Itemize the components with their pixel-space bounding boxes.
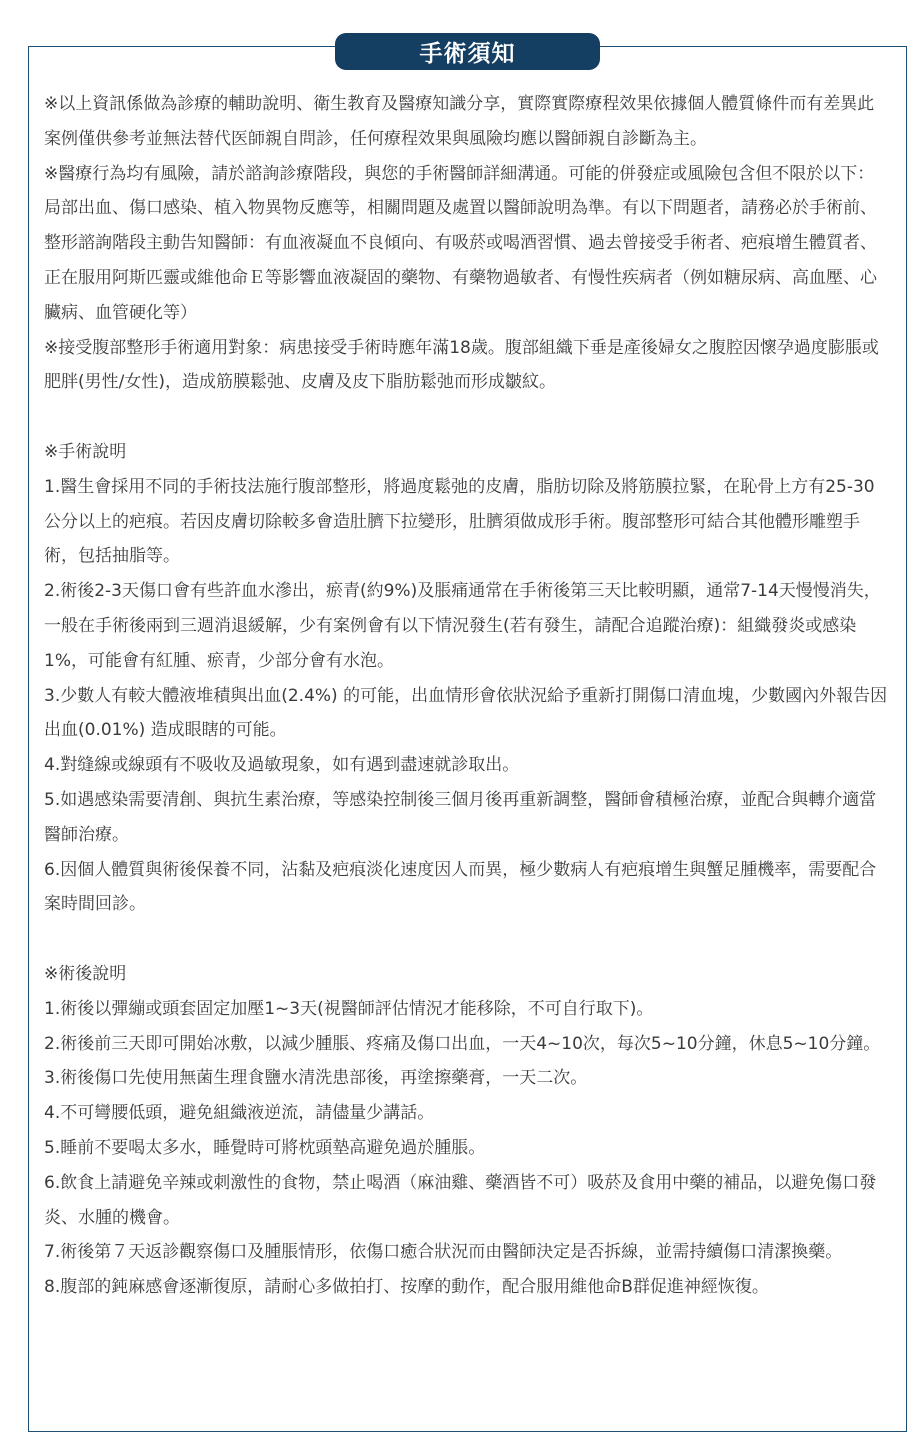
postop-item: 8.腹部的鈍麻感會逐漸復原，請耐心多做拍打、按摩的動作，配合服用維他命B群促進神經恢復。 — [44, 1277, 769, 1298]
notice-content — [44, 87, 890, 1305]
intro-paragraph: ※接受腹部整形手術適用對象：病患接受手術時應年滿18歲。腹部組織下垂是產後婦女之腹腔因懷孕過度膨脹或肥胖(男性/女性)，造成筋膜鬆弛、皮膚及皮下脂肪鬆弛而形成皺紋。 — [44, 337, 879, 393]
postop-item: 2.術後前三天即可開始冰敷，以減少腫脹、疼痛及傷口出血，一天4~10次，每次5~10分鐘，休息5~10分鐘。 — [44, 1033, 881, 1054]
surgery-item: 3.少數人有較大體液堆積與出血(2.4%) 的可能，出血情形會依狀況給予重新打開傷口清血塊，少數國內外報告因出血(0.01%) 造成眼瞎的可能。 — [44, 685, 888, 741]
surgery-item: 6.因個人體質與術後保養不同，沾黏及疤痕淡化速度因人而異，極少數病人有疤痕增生與蟹足腫機率，需要配合案時間回診。 — [44, 859, 877, 915]
surgery-heading: ※手術說明 — [44, 441, 127, 462]
postop-item: 5.睡前不要喝太多水，睡覺時可將枕頭墊高避免過於腫脹。 — [44, 1137, 486, 1158]
surgery-item: 2.術後2-3天傷口會有些許血水滲出，瘀青(約9%)及脹痛通常在手術後第三天比較明顯，通常7-14天慢慢消失，一般在手術後兩到三週消退緩解，少有案例會有以下情況發生(若有發生，請配合追蹤治療)：組織發炎或感染1%，可能會有紅腫、瘀青，少部分會有水泡。 — [44, 581, 881, 671]
section-gap — [44, 400, 890, 435]
postop-item: 1.術後以彈繃或頭套固定加壓1~3天(視醫師評估情況才能移除，不可自行取下)。 — [44, 998, 654, 1019]
section-gap — [44, 922, 890, 957]
postop-item: 6.飲食上請避免辛辣或刺激性的食物，禁止喝酒（麻油雞、藥酒皆不可）吸菸及食用中藥的補品，以避免傷口發炎、水腫的機會。 — [44, 1172, 877, 1228]
surgery-item: 5.如遇感染需要清創、與抗生素治療，等感染控制後三個月後再重新調整，醫師會積極治療，並配合與轉介適當醫師治療。 — [44, 789, 877, 845]
postop-item: 4.不可彎腰低頭，避免組織液逆流，請儘量少講話。 — [44, 1103, 435, 1124]
surgery-item: 4.對缝線或線頭有不吸收及過敏現象，如有遇到盡速就診取出。 — [44, 755, 520, 776]
intro-paragraph: ※醫療行為均有風險，請於諮詢診療階段，與您的手術醫師詳細溝通。可能的併發症或風險包含但不限於以下：局部出血、傷口感染、植入物異物反應等，相關問題及處置以醫師說明為準。有以下問題者，請務必於手術前、整形諮詢階段主動告知醫師：有血液凝血不良傾向、有吸菸或喝酒習慣、過去曾接受手術者、疤痕增生體質者、正在服用阿斯匹靈或維他命Ｅ等影響血液凝固的藥物、有藥物過敏者、有慢性疾病者（例如糖尿病、高血壓、心臟病、血管硬化等） — [44, 163, 877, 323]
surgery-item: 1.醫生會採用不同的手術技法施行腹部整形，將過度鬆弛的皮膚，脂肪切除及將筋膜拉緊，在恥骨上方有25-30公分以上的疤痕。若因皮膚切除較多會造肚臍下拉變形，肚臍須做成形手術。腹部整形可結合其他體形雕塑手術，包括抽脂等。 — [44, 476, 875, 567]
postop-item: 7.術後第７天返診觀察傷口及腫脹情形，依傷口癒合狀況而由醫師決定是否拆線，並需持續傷口清潔換藥。 — [44, 1242, 843, 1263]
postop-item: 3.術後傷口先使用無菌生理食鹽水清洗患部後，再塗擦藥膏，一天二次。 — [44, 1068, 588, 1089]
page-title: 手術須知 — [335, 33, 600, 70]
intro-paragraph: ※以上資訊係做為診療的輔助說明、衛生教育及醫療知識分享，實際實際療程效果依據個人體質條件而有差異此案例僅供參考並無法替代医師親自問診，任何療程效果與風險均應以醫師親自診斷為主。 — [44, 94, 875, 149]
postop-heading: ※術後說明 — [44, 963, 127, 984]
